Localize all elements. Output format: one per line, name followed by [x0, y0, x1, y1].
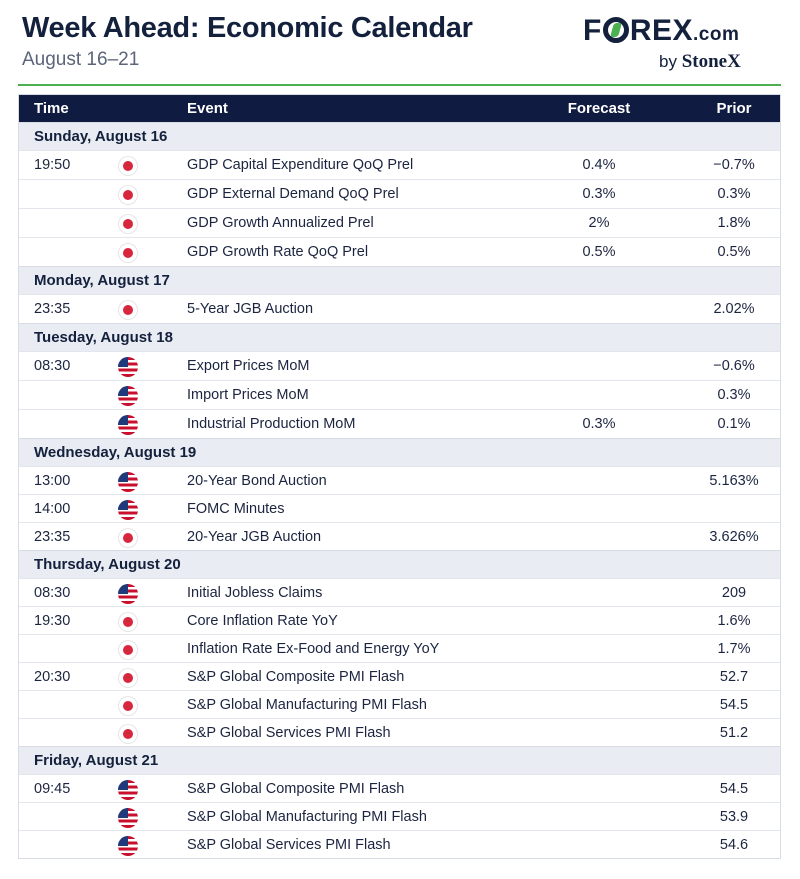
- event-time: 23:35: [34, 529, 71, 545]
- column-header-event: Event: [187, 100, 228, 117]
- event-forecast: 0.5%: [582, 244, 616, 260]
- event-name: GDP Growth Rate QoQ Prel: [187, 244, 369, 260]
- table-row: [19, 237, 780, 266]
- event-name: FOMC Minutes: [187, 501, 285, 517]
- logo-suffix: .com: [693, 24, 740, 45]
- forex-logo: [583, 14, 763, 74]
- event-time: 08:30: [34, 585, 71, 601]
- day-header: [19, 438, 780, 466]
- event-prior: 2.02%: [713, 301, 755, 317]
- table-row: [19, 351, 780, 380]
- table-header: [19, 95, 780, 122]
- event-name: Export Prices MoM: [187, 358, 310, 374]
- event-prior: 209: [721, 585, 747, 601]
- event-prior: 0.5%: [717, 244, 751, 260]
- logo-o-icon: [603, 17, 629, 43]
- event-name: S&P Global Manufacturing PMI Flash: [187, 697, 427, 713]
- event-time: 23:35: [34, 301, 71, 317]
- jp-flag-icon: [118, 668, 138, 688]
- us-flag-icon: [118, 836, 138, 856]
- event-time: 08:30: [34, 358, 71, 374]
- event-name: Initial Jobless Claims: [187, 585, 323, 601]
- logo-brand: StoneX: [681, 51, 741, 72]
- us-flag-icon: [118, 808, 138, 828]
- table-row: [19, 522, 780, 550]
- event-name: 20-Year Bond Auction: [187, 473, 327, 489]
- event-name: S&P Global Services PMI Flash: [187, 725, 391, 741]
- day-label: Sunday, August 16: [34, 128, 168, 145]
- event-name: GDP Growth Annualized Prel: [187, 215, 374, 231]
- event-prior: −0.6%: [713, 358, 755, 374]
- table-row: [19, 662, 780, 690]
- jp-flag-icon: [118, 156, 138, 176]
- us-flag-icon: [118, 472, 138, 492]
- table-row: [19, 830, 780, 858]
- table-row: [19, 294, 780, 323]
- table-row: [19, 802, 780, 830]
- event-forecast: 2%: [588, 215, 610, 231]
- jp-flag-icon: [118, 214, 138, 234]
- event-prior: −0.7%: [713, 157, 755, 173]
- logo-letter-f: F: [583, 14, 602, 47]
- event-prior: 1.7%: [717, 641, 751, 657]
- day-label: Monday, August 17: [34, 272, 170, 289]
- column-header-time: Time: [34, 100, 69, 117]
- table-row: [19, 380, 780, 409]
- event-prior: 0.3%: [717, 387, 751, 403]
- jp-flag-icon: [118, 640, 138, 660]
- jp-flag-icon: [118, 243, 138, 263]
- table-row: [19, 179, 780, 208]
- page-header: [0, 0, 800, 86]
- day-label: Wednesday, August 19: [34, 444, 197, 461]
- page-title: Week Ahead: Economic Calendar: [22, 12, 473, 44]
- event-time: 19:50: [34, 157, 71, 173]
- event-name: S&P Global Composite PMI Flash: [187, 669, 405, 685]
- table-body: [19, 122, 780, 858]
- event-forecast: 0.3%: [582, 186, 616, 202]
- jp-flag-icon: [118, 185, 138, 205]
- table-row: [19, 634, 780, 662]
- event-name: Industrial Production MoM: [187, 416, 356, 432]
- event-time: 09:45: [34, 781, 71, 797]
- event-prior: 0.1%: [717, 416, 751, 432]
- event-prior: 0.3%: [717, 186, 751, 202]
- event-forecast: 0.3%: [582, 416, 616, 432]
- event-name: S&P Global Composite PMI Flash: [187, 781, 405, 797]
- event-prior: 5.163%: [709, 473, 759, 489]
- logo-wordmark: [583, 14, 739, 48]
- day-header: [19, 746, 780, 774]
- event-prior: 54.5: [719, 697, 749, 713]
- event-name: Inflation Rate Ex-Food and Energy YoY: [187, 641, 440, 657]
- day-label: Thursday, August 20: [34, 556, 181, 573]
- day-header: [19, 266, 780, 294]
- day-header: [19, 550, 780, 578]
- event-name: GDP Capital Expenditure QoQ Prel: [187, 157, 414, 173]
- table-row: [19, 718, 780, 746]
- event-prior: 1.8%: [717, 215, 751, 231]
- event-prior: 1.6%: [717, 613, 751, 629]
- day-label: Friday, August 21: [34, 752, 159, 769]
- event-prior: 54.5: [719, 781, 749, 797]
- us-flag-icon: [118, 780, 138, 800]
- table-row: [19, 150, 780, 179]
- event-time: 20:30: [34, 669, 71, 685]
- jp-flag-icon: [118, 528, 138, 548]
- event-time: 19:30: [34, 613, 71, 629]
- event-prior: 3.626%: [709, 529, 759, 545]
- event-name: 20-Year JGB Auction: [187, 529, 322, 545]
- event-name: Import Prices MoM: [187, 387, 309, 403]
- column-header-prior: Prior: [716, 100, 752, 117]
- event-name: S&P Global Manufacturing PMI Flash: [187, 809, 427, 825]
- event-time: 14:00: [34, 501, 71, 517]
- us-flag-icon: [118, 415, 138, 435]
- logo-byline: [659, 51, 741, 73]
- table-row: [19, 606, 780, 634]
- event-name: 5-Year JGB Auction: [187, 301, 314, 317]
- event-name: Core Inflation Rate YoY: [187, 613, 338, 629]
- jp-flag-icon: [118, 696, 138, 716]
- event-name: S&P Global Services PMI Flash: [187, 837, 391, 853]
- page-subtitle: August 16–21: [22, 49, 140, 70]
- logo-by-text: by: [659, 52, 677, 71]
- event-forecast: 0.4%: [582, 157, 616, 173]
- table-row: [19, 774, 780, 802]
- jp-flag-icon: [118, 724, 138, 744]
- table-row: [19, 494, 780, 522]
- us-flag-icon: [118, 584, 138, 604]
- table-row: [19, 208, 780, 237]
- jp-flag-icon: [118, 300, 138, 320]
- day-label: Tuesday, August 18: [34, 329, 173, 346]
- us-flag-icon: [118, 357, 138, 377]
- day-header: [19, 122, 780, 150]
- event-prior: 54.6: [719, 837, 749, 853]
- logo-letters-rex: REX: [629, 14, 694, 47]
- table-row: [19, 578, 780, 606]
- header-divider: [18, 84, 781, 86]
- event-prior: 51.2: [719, 725, 749, 741]
- column-header-forecast: Forecast: [567, 100, 631, 117]
- table-row: [19, 409, 780, 438]
- table-row: [19, 466, 780, 494]
- day-header: [19, 323, 780, 351]
- event-prior: 52.7: [719, 669, 749, 685]
- us-flag-icon: [118, 500, 138, 520]
- event-time: 13:00: [34, 473, 71, 489]
- calendar-table: [18, 94, 781, 859]
- table-row: [19, 690, 780, 718]
- event-prior: 53.9: [719, 809, 749, 825]
- event-name: GDP External Demand QoQ Prel: [187, 186, 399, 202]
- us-flag-icon: [118, 386, 138, 406]
- jp-flag-icon: [118, 612, 138, 632]
